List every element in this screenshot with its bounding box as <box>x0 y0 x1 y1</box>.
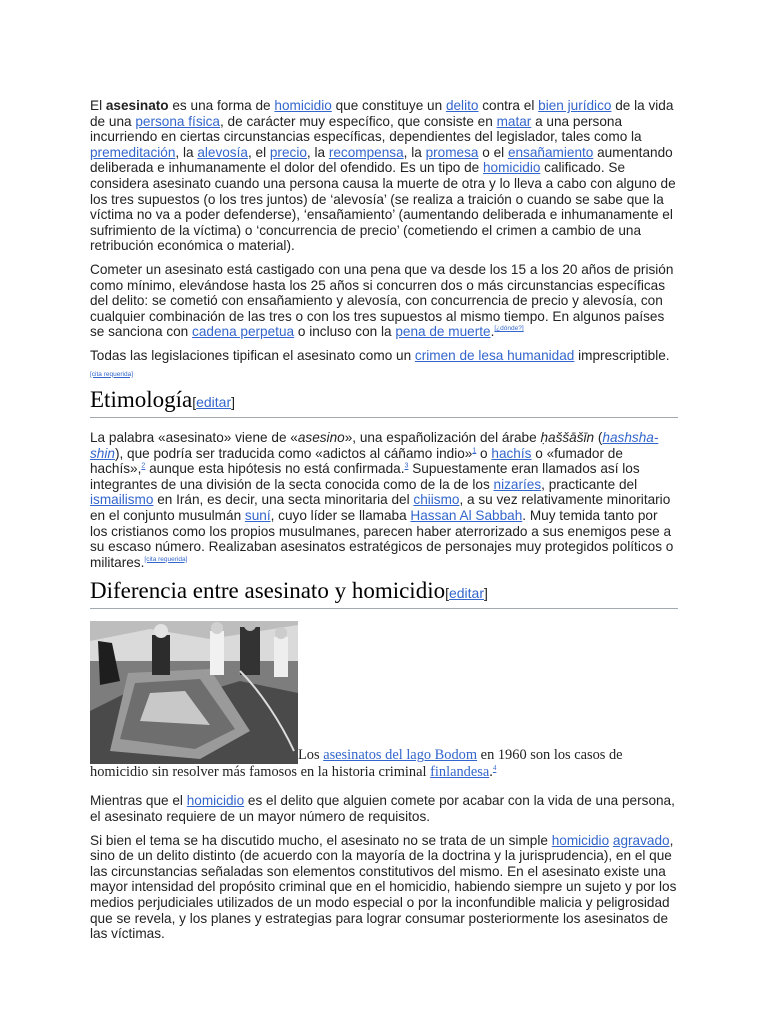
link-homicidio-2[interactable]: homicidio <box>482 160 541 176</box>
citation-needed-link[interactable]: [cita requerida] <box>90 370 133 378</box>
link-ismailismo[interactable]: ismailismo <box>90 492 154 508</box>
ref-2[interactable]: 2 <box>141 462 146 470</box>
where-note-link[interactable]: [¿dónde?] <box>494 325 524 333</box>
link-chiismo[interactable]: chiismo <box>413 492 460 508</box>
link-hassan-al-sabbah[interactable]: Hassan Al Sabbah <box>410 508 523 524</box>
edit-link-etimologia[interactable]: editar <box>196 394 232 411</box>
link-hachis[interactable]: hachís <box>491 445 532 461</box>
link-bien-juridico[interactable]: bien jurídico <box>538 98 612 113</box>
link-precio[interactable]: precio <box>269 144 307 160</box>
section-heading-etimologia: Etimología[editar] <box>90 387 678 418</box>
link-agravado[interactable]: agravado <box>612 832 670 848</box>
link-homicidio[interactable]: homicidio <box>274 98 332 113</box>
term-bold: asesinato <box>105 98 169 113</box>
link-recompensa[interactable]: recompensa <box>328 144 404 160</box>
edit-link-diferencia[interactable]: editar <box>448 585 485 602</box>
edit-section-etimologia: [editar] <box>192 394 236 411</box>
link-promesa[interactable]: promesa <box>425 144 479 160</box>
link-alevosia[interactable]: alevosía <box>197 144 248 160</box>
link-delito[interactable]: delito <box>445 98 479 113</box>
edit-section-diferencia: [editar] <box>445 585 488 602</box>
link-lesa-humanidad[interactable]: crimen de lesa humanidad <box>414 347 575 363</box>
link-matar[interactable]: matar <box>496 113 532 129</box>
ref-4[interactable]: 4 <box>492 764 497 773</box>
etymology-paragraph: La palabra «asesinato» viene de «asesino», una españolización del árabe ḥaššāšīn (hashsha-shin), que podría ser traducida como «adictos al cáñamo indio»$^1$ o hachís o «fumador de hachís»,$^2$ aunque esta hipótesis no está confirmada.$^3$ Supuestamente eran llamados así los integrantes de una división de la secta conocida como de la de los nizaríes, practicante del ismailismo en Irán, es decir, una secta minoritaria del chiismo, a su vez relativamente minoritario en el conjunto musulmán suní, cuyo líder se llamaba Hassan Al Sabbah. Muy temida tanto por los cristianos como los propios musulmanes, parecen haber aterrorizado a sus enemigos pese a su escaso número. Realizaban asesinatos estratégicos de personajes muy protegidos políticos o militares.[cita requerida] <box>90 430 674 570</box>
figure-lago-bodom: Los asesinatos del lago Bodom en 1960 son los casos de homicidio sin resolver más famosos en la historia criminal finlandesa.$^4$ <box>90 621 678 781</box>
link-finlandesa[interactable]: finlandesa <box>430 764 490 781</box>
link-suni[interactable]: suní <box>244 508 271 524</box>
penalty-paragraph: Cometer un asesinato está castigado con una pena que va desde los 15 a los 20 años de prisión como mínimo, elevándose hasta los 25 años si concurren dos o más circunstancias específicas del delito: se cometió con ensañamiento y alevosía, con concurrencia de precio y alevosía, con cualquier combinación de las tres o con los tres supuestos al mismo tiempo. En algunos países se sanciona con cadena perpetua o incluso con la pena de muerte.[¿dónde?] <box>90 261 674 340</box>
distinct-crime-paragraph: Si bien el tema se ha discutido mucho, el asesinato no se trata de un simple homicidio agravado, sino de un delito distinto (de acuerdo con la mayoría de la doctrina y la jurisprudencia), en el que las circunstancias señaladas son elementos constitutivos del mismo. En el asesinato existe una mayor intensidad del propósito criminal que en el homicidio, habiendo siempre un sujeto y por los medios perjudiciales utilizados de un modo especial o por la inconfundible malicia y peligrosidad que se revela, y los planes y estrategias para lograr consumar posteriormente los asesinatos de las víctimas. <box>90 832 677 942</box>
link-cadena-perpetua[interactable]: cadena perpetua <box>192 324 295 340</box>
link-homicidio-3[interactable]: homicidio <box>186 793 245 809</box>
lake-bodom-photo <box>90 621 298 764</box>
difference-paragraph: Mientras que el homicidio es el delito que alguien comete por acabar con la vida de una persona, el asesinato requiere de un mayor número de requisitos. <box>90 793 675 825</box>
link-homicidio-4[interactable]: homicidio <box>551 832 610 848</box>
ref-1[interactable]: 1 <box>472 447 477 455</box>
link-ensanamiento[interactable]: ensañamiento <box>507 144 594 160</box>
link-hashsha-shin[interactable]: hashsha-shin <box>90 430 659 461</box>
link-pena-de-muerte[interactable]: pena de muerte <box>395 324 491 340</box>
link-asesinatos-lago-bodom[interactable]: asesinatos del lago Bodom <box>323 747 478 764</box>
legislation-paragraph: Todas las legislaciones tipifican el asesinato como un crimen de lesa humanidad imprescriptible. [cita requerida] <box>90 347 670 378</box>
citation-needed-link-2[interactable]: [cita requerida] <box>144 555 188 563</box>
article-body <box>90 98 678 950</box>
intro-paragraph: El asesinato es una forma de homicidio que constituye un delito contra el bien jurídico de la vida de una persona física, de carácter muy específico, que consiste en matar a una persona incurriendo en ciertas circunstancias específicas, dependientes del legislador, tales como la premeditación, la alevosía, el precio, la recompensa, la promesa o el ensañamiento aumentando deliberada e inhumanamente el dolor del ofendido. Es un tipo de homicidio calificado. Se considera asesinato cuando una persona causa la muerte de otra y lo lleva a cabo con alguno de los tres supuestos (o los tres juntos) de ‘alevosía’ (se realiza a traición o cuando se sabe que la víctima no va a poder defenderse), ‘ensañamiento’ (aumentando deliberada e inhumanamente el sufrimiento de la víctima) o ‘concurrencia de precio’ (cometiendo el crimen a cambio de una retribución económica o material). <box>90 98 676 254</box>
ref-3[interactable]: 3 <box>404 462 409 470</box>
link-persona-fisica[interactable]: persona física <box>135 113 220 129</box>
link-premeditacion[interactable]: premeditación <box>90 144 176 160</box>
link-nizaries[interactable]: nizaríes <box>493 476 542 492</box>
section-heading-diferencia: Diferencia entre asesinato y homicidio[editar] <box>90 578 678 609</box>
